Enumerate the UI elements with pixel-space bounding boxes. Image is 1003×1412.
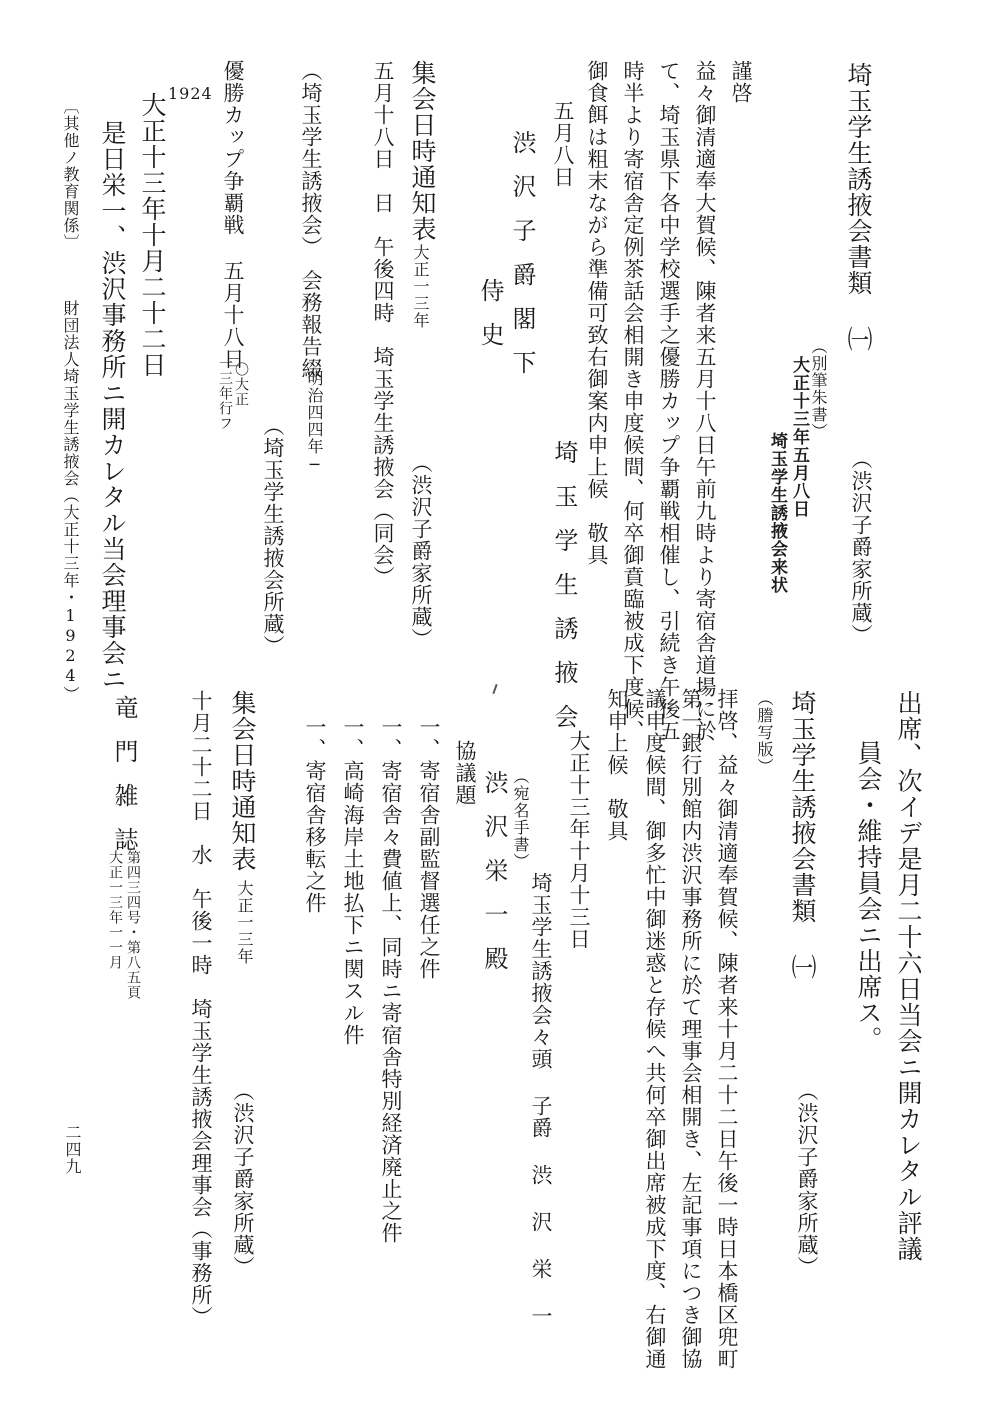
year-1924: 1924: [168, 84, 213, 103]
attend-line-2: 員会・維持員会ニ出席ス。: [854, 740, 883, 1052]
letter-line-4: 御食餌は粗末ながら準備可致右御案内申上候 敬具: [585, 60, 609, 566]
lower-addressee: 渋沢栄一殿: [480, 770, 508, 990]
address-label: （宛名手書）: [511, 768, 530, 870]
lower-letter-line-1: 拝啓、益々御清適奉賀候、陳者来十月二十二日午後一時日本橋区兜町: [715, 688, 739, 1370]
agenda-item-1: 一、寄宿舎副監督選任之件: [417, 716, 441, 980]
letter-attendant: 侍史: [476, 278, 504, 366]
lower-letter-date: 大正十三年十月十三日: [567, 730, 591, 950]
letter-greeting: 謹啓: [729, 60, 753, 104]
agenda-title: 協議題: [453, 740, 477, 806]
org-footer: 財団法人埼玉学生誘掖会（大正十三年・1924）: [61, 300, 80, 703]
memo-label: （別筆朱書）: [809, 338, 828, 440]
lower-source-note: （渋沢子爵家所蔵）: [795, 1080, 819, 1278]
event-line: 是日栄一、渋沢事務所ニ開カレタル当会理事会ニ: [98, 120, 127, 692]
magazine-name: 竜門雑誌: [110, 695, 138, 871]
agenda-item-4: 一、寄宿舎移転之件: [303, 716, 327, 914]
page-number: 二四九: [63, 1124, 82, 1175]
lower-letter-line-4: 知申上候 敬具: [605, 688, 629, 842]
schedule-entry: 五月十八日 日 午後四時 埼玉学生誘掖会（同会）: [371, 60, 395, 588]
lower-schedule-title: 集会日時通知表: [228, 690, 257, 872]
letter-line-1: 益々御清適奉大賀候、陳者来五月十八日午前九時より寄宿舎道場に於: [693, 60, 717, 742]
stray-mark: [492, 684, 497, 694]
category-label: 〔其他ノ教育関係〕: [61, 98, 80, 251]
attend-line-1: 出席、次イデ是月二十六日当会ニ開カレタル評議: [894, 690, 923, 1262]
mimeo-label: （謄写版）: [755, 690, 774, 775]
lower-sender: 埼玉学生誘掖会々頭 子爵 渋 沢 栄 一: [529, 872, 553, 1327]
magazine-issue: 第四三四号・第八五頁: [125, 850, 141, 1000]
lower-schedule-entry: 十月二十二日 水 午後一時 埼玉学生誘掖会理事会（事務所）: [189, 690, 213, 1328]
schedule-year: 大正一三年: [411, 244, 430, 329]
memo-date: 大正十三年五月八日: [789, 356, 809, 518]
cup-note-b: 一三年行フ: [217, 356, 233, 431]
letter-addressee: 渋沢子爵閣下: [508, 130, 536, 394]
upper-document-title: 埼玉学生誘掖会書類 ㈠: [844, 62, 873, 352]
schedule-source: （渋沢子爵家所蔵）: [409, 452, 433, 650]
sender-note: 埼玉学生誘掖会来状: [767, 432, 787, 594]
lower-letter-line-3: 議申度候間、御多忙中御迷惑と存候へ共何卒御出席被成下度、右御通: [643, 688, 667, 1370]
schedule-title: 集会日時通知表: [408, 60, 437, 242]
cup-note-a: 〇大正: [233, 362, 249, 407]
agenda-item-2: 一、寄宿舎々費値上、同時ニ寄宿舎特別経済廃止之件: [379, 716, 403, 1244]
letter-line-2: て、埼玉県下各中学校選手之優勝カップ争覇戦相催し、引続き午後五: [657, 60, 681, 742]
main-date: 大正十三年十月二十二日: [138, 92, 167, 378]
agenda-item-3: 一、高崎海岸土地払下ニ関スル件: [341, 716, 365, 1046]
report-source: （埼玉学生誘掖会所蔵）: [261, 415, 285, 657]
lower-schedule-source: （渋沢子爵家所蔵）: [231, 1080, 255, 1278]
report-label: （埼玉学生誘掖会） 会務報告綴: [299, 60, 323, 380]
lower-schedule-year: 大正一三年: [235, 880, 254, 965]
upper-source-note: （渋沢子爵家所蔵）: [849, 448, 873, 646]
cup-event: 優勝カップ争覇戦: [221, 60, 245, 236]
letter-sender: 埼玉学生誘掖会: [550, 440, 578, 748]
magazine-date: 大正一三年一一月: [107, 850, 123, 970]
lower-document-title: 埼玉学生誘掖会書類 ㈠: [788, 690, 817, 980]
report-period: 明治四四年─: [305, 370, 324, 475]
lower-letter-line-2: 第一銀行別館内渋沢事務所に於て理事会相開き、左記事項につき御協: [679, 688, 703, 1370]
letter-line-3: 時半より寄宿舎定例茶話会相開き申度候間、何卒御賁臨被成下度候、: [621, 60, 645, 742]
cup-date: 五月十八日: [221, 260, 245, 370]
letter-date: 五月八日: [551, 100, 575, 188]
